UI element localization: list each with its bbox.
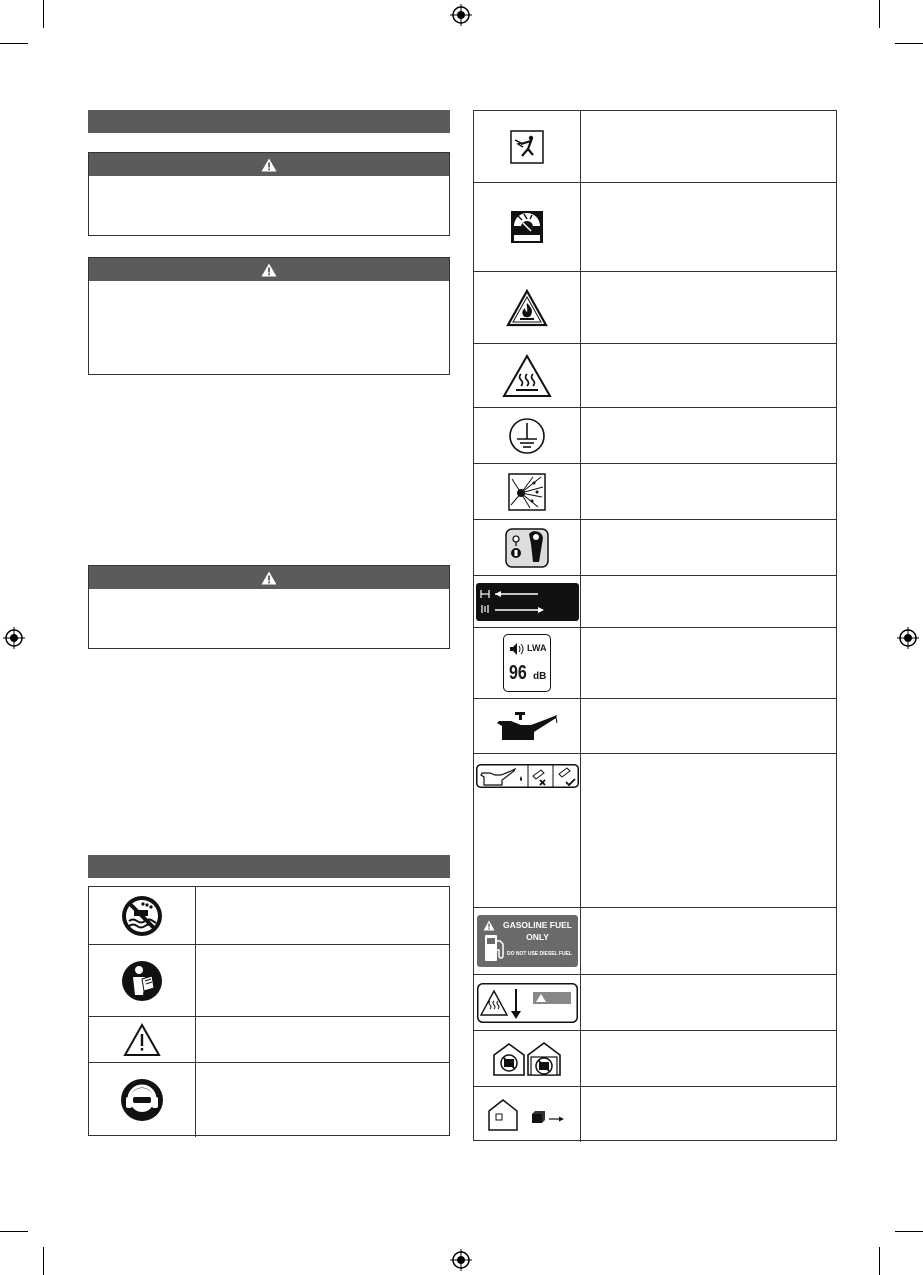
symbol-description — [581, 754, 836, 907]
ground-earth-icon — [508, 417, 546, 455]
warning-header — [89, 258, 449, 281]
symbol-icon-cell — [474, 111, 581, 182]
crop-mark — [895, 1231, 923, 1232]
crop-mark — [0, 43, 28, 44]
fire-hazard-icon — [506, 289, 548, 327]
symbol-description — [581, 183, 836, 271]
symbol-icon-cell — [474, 1087, 581, 1142]
hot-surface-arrow-label-icon — [477, 983, 578, 1023]
crop-mark — [879, 0, 880, 28]
warning-box — [88, 152, 450, 236]
fuel-label-line2: ONLY — [526, 932, 549, 942]
symbol-description — [581, 908, 836, 974]
symbol-table — [88, 886, 450, 1136]
symbol-row — [474, 344, 836, 408]
symbol-row — [474, 272, 836, 344]
warning-triangle-icon — [261, 158, 277, 172]
warning-triangle-icon — [261, 571, 277, 585]
lwa-label: LWA — [527, 643, 547, 653]
sound-power-label-icon — [503, 634, 551, 692]
warning-box — [88, 565, 450, 649]
registration-mark-icon — [3, 627, 25, 649]
symbol-icon-cell — [474, 699, 581, 753]
sound-level-unit: dB — [533, 671, 547, 682]
choke-lever-icon — [505, 528, 549, 568]
symbol-description — [581, 975, 836, 1030]
fuel-valve-arrows-icon — [476, 583, 579, 621]
symbol-description — [581, 1087, 836, 1142]
no-rain-water-icon — [120, 894, 164, 938]
symbol-icon-cell — [89, 1063, 196, 1137]
section-header-bar — [88, 110, 450, 133]
symbol-row — [474, 464, 836, 520]
toxic-fumes-icon — [510, 210, 544, 244]
hot-surface-icon — [502, 354, 552, 398]
oil-can-icon — [495, 711, 559, 741]
symbol-description — [581, 111, 836, 182]
crop-mark — [895, 43, 923, 44]
fuel-label-line3: DO NOT USE DIESEL FUEL — [507, 951, 572, 957]
warning-header — [89, 153, 449, 176]
warning-text — [89, 281, 449, 293]
symbol-row — [474, 408, 836, 464]
crop-mark — [0, 1231, 28, 1232]
gasoline-fuel-label-icon — [477, 915, 578, 967]
symbol-description — [581, 520, 836, 575]
explosion-icon — [508, 473, 546, 511]
symbol-description — [196, 887, 449, 944]
electric-shock-icon — [510, 130, 544, 164]
symbol-icon-cell — [474, 408, 581, 463]
symbol-row — [89, 887, 449, 945]
symbol-row — [474, 1031, 836, 1087]
symbol-row — [474, 183, 836, 272]
symbol-description — [581, 464, 836, 519]
symbol-icon-cell — [89, 887, 196, 944]
symbol-row — [474, 576, 836, 628]
symbol-row — [89, 1063, 449, 1137]
symbol-icon-cell — [474, 628, 581, 698]
symbol-description — [581, 272, 836, 343]
registration-mark-icon — [897, 627, 919, 649]
symbol-icon-cell — [474, 975, 581, 1030]
oil-check-label-icon — [476, 764, 579, 788]
symbol-icon-cell — [474, 576, 581, 627]
outdoor-use-icon — [487, 1098, 567, 1132]
warning-triangle-icon — [483, 920, 495, 931]
symbol-icon-cell — [474, 908, 581, 974]
registration-mark-icon — [450, 1249, 472, 1271]
fuel-label-line1: GASOLINE FUEL — [503, 920, 572, 930]
symbol-description — [581, 408, 836, 463]
symbol-description — [196, 1017, 449, 1062]
symbol-row — [474, 754, 836, 908]
crop-mark — [43, 1247, 44, 1275]
caution-triangle-icon — [123, 1023, 161, 1057]
symbol-icon-cell — [474, 464, 581, 519]
symbol-table — [473, 110, 837, 1141]
symbol-row — [474, 628, 836, 699]
symbol-icon-cell — [89, 1017, 196, 1062]
symbol-row — [474, 520, 836, 576]
symbol-description — [581, 1031, 836, 1086]
warning-triangle-icon — [261, 263, 277, 277]
symbol-icon-cell — [474, 183, 581, 271]
symbol-icon-cell — [474, 344, 581, 407]
symbol-description — [196, 945, 449, 1016]
registration-mark-icon — [450, 4, 472, 26]
symbol-icon-cell — [474, 1031, 581, 1086]
symbol-description — [581, 699, 836, 753]
symbol-row — [89, 945, 449, 1017]
crop-mark — [43, 0, 44, 28]
warning-text — [89, 589, 449, 601]
ear-eye-protection-icon — [119, 1077, 165, 1123]
symbol-description — [581, 576, 836, 627]
symbol-row — [89, 1017, 449, 1063]
symbol-row — [474, 111, 836, 183]
symbol-icon-cell — [474, 520, 581, 575]
indoor-garage-prohibited-icon — [492, 1041, 562, 1077]
crop-mark — [879, 1247, 880, 1275]
symbol-description — [581, 628, 836, 698]
warning-text — [89, 176, 449, 188]
symbol-icon-cell — [474, 272, 581, 343]
symbol-icon-cell — [89, 945, 196, 1016]
symbol-icon-cell — [474, 754, 581, 907]
symbol-row — [474, 699, 836, 754]
section-header-bar — [88, 855, 450, 878]
speaker-icon — [508, 641, 524, 657]
read-manual-icon — [120, 959, 164, 1003]
symbol-row — [474, 908, 836, 975]
symbol-row — [474, 1087, 836, 1142]
symbol-description — [196, 1063, 449, 1137]
symbol-description — [581, 344, 836, 407]
warning-header — [89, 566, 449, 589]
warning-box — [88, 257, 450, 375]
sound-level-value: 96 — [509, 662, 527, 684]
symbol-row — [474, 975, 836, 1031]
